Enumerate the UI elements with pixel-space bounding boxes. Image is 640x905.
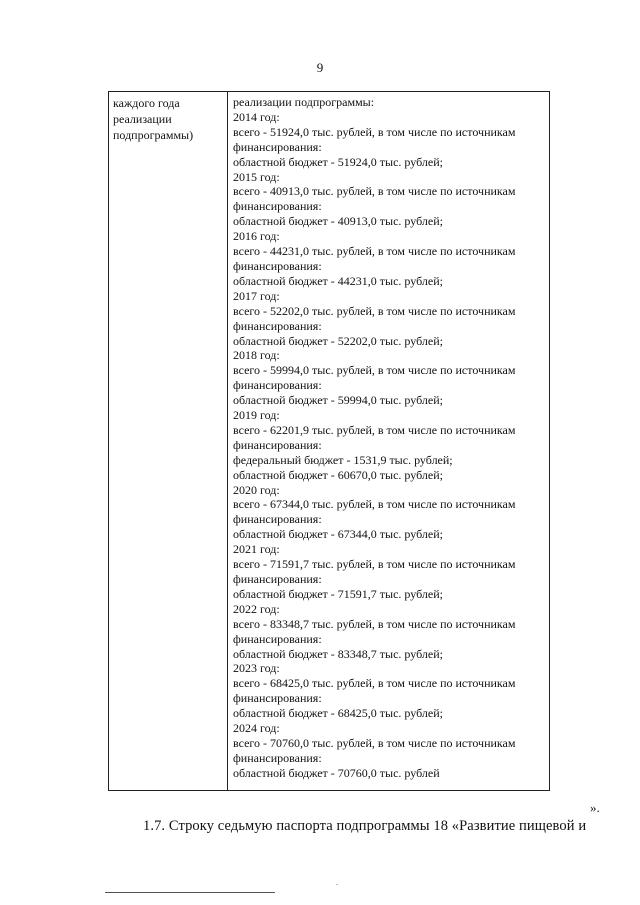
table-left-cell xyxy=(113,95,223,143)
right-cell-line: областной бюджет - 59994,0 тыс. рублей; xyxy=(233,393,443,408)
right-cell-line: финансирования: xyxy=(233,199,322,214)
right-cell-line: 2018 год: xyxy=(233,348,280,363)
right-cell-line: 2015 год: xyxy=(233,169,280,184)
right-cell-line: областной бюджет - 44231,0 тыс. рублей; xyxy=(233,273,443,288)
right-cell-line: всего - 71591,7 тыс. рублей, в том числе по источникам xyxy=(233,557,516,572)
right-cell-line: финансирования: xyxy=(233,139,322,154)
footer-rule xyxy=(105,892,275,893)
right-cell-line: всего - 68425,0 тыс. рублей, в том числе по источникам xyxy=(233,676,516,691)
right-cell-line: финансирования: xyxy=(233,437,322,452)
right-cell-line: областной бюджет - 67344,0 тыс. рублей; xyxy=(233,527,443,542)
right-cell-line: областной бюджет - 83348,7 тыс. рублей; xyxy=(233,646,443,661)
column-divider xyxy=(227,92,228,790)
table-right-cell xyxy=(233,95,548,781)
right-cell-line: областной бюджет - 68425,0 тыс. рублей; xyxy=(233,706,443,721)
right-cell-line: всего - 40913,0 тыс. рублей, в том числе по источникам xyxy=(233,184,516,199)
right-cell-line: областной бюджет - 52202,0 тыс. рублей; xyxy=(233,333,443,348)
right-cell-line: всего - 51924,0 тыс. рублей, в том числе по источникам xyxy=(233,124,516,139)
right-cell-line: 2017 год: xyxy=(233,288,280,303)
right-cell-line: всего - 62201,9 тыс. рублей, в том числе по источникам xyxy=(233,422,516,437)
right-cell-line: реализации подпрограммы: xyxy=(233,95,375,109)
right-cell-line: всего - 52202,0 тыс. рублей, в том числе по источникам xyxy=(233,303,516,318)
page-number: 9 xyxy=(316,60,324,75)
left-cell-line: реализации xyxy=(113,112,172,126)
right-cell-line: финансирования: xyxy=(233,750,322,765)
scan-speck xyxy=(336,884,338,885)
right-cell-line: 2019 год: xyxy=(233,408,280,423)
right-cell-line: финансирования: xyxy=(233,512,322,527)
left-cell-line: каждого года xyxy=(113,96,180,110)
right-cell-line: финансирования: xyxy=(233,572,322,586)
right-cell-line: 2024 год: xyxy=(233,721,280,736)
right-cell-line: финансирования: xyxy=(233,378,322,393)
right-cell-line: областной бюджет - 40913,0 тыс. рублей; xyxy=(233,214,443,229)
right-cell-line: областной бюджет - 60670,0 тыс. рублей; xyxy=(233,467,443,482)
right-cell-line: 2022 год: xyxy=(233,601,280,616)
right-cell-line: всего - 59994,0 тыс. рублей, в том числе по источникам xyxy=(233,363,516,378)
left-cell-line: подпрограммы) xyxy=(113,128,194,142)
closing-quote: ». xyxy=(590,800,600,815)
right-cell-line: 2020 год: xyxy=(233,482,280,497)
right-cell-line: 2016 год: xyxy=(233,229,280,244)
right-cell-line: федеральный бюджет - 1531,9 тыс. рублей; xyxy=(233,452,453,467)
right-cell-line: всего - 70760,0 тыс. рублей, в том числе по источникам xyxy=(233,735,516,750)
right-cell-line: финансирования: xyxy=(233,258,322,273)
right-cell-line: 2014 год: xyxy=(233,109,280,124)
right-cell-line: финансирования: xyxy=(233,318,322,333)
right-cell-line: 2023 год: xyxy=(233,661,280,676)
right-cell-line: финансирования: xyxy=(233,691,322,706)
passport-table-fragment xyxy=(108,91,550,791)
right-cell-line: 2021 год: xyxy=(233,542,280,557)
right-cell-line: финансирования: xyxy=(233,631,322,646)
right-cell-line: всего - 44231,0 тыс. рублей, в том числе по источникам xyxy=(233,244,516,259)
right-cell-line: всего - 67344,0 тыс. рублей, в том числе по источникам xyxy=(233,497,516,512)
right-cell-line: областной бюджет - 70760,0 тыс. рублей xyxy=(233,765,440,780)
right-cell-line: областной бюджет - 51924,0 тыс. рублей; xyxy=(233,154,443,169)
right-cell-line: областной бюджет - 71591,7 тыс. рублей; xyxy=(233,586,443,601)
next-paragraph: 1.7. Строку седьмую паспорта подпрограммы 18 «Развитие пищевой и xyxy=(143,818,587,834)
right-cell-line: всего - 83348,7 тыс. рублей, в том числе по источникам xyxy=(233,616,516,631)
